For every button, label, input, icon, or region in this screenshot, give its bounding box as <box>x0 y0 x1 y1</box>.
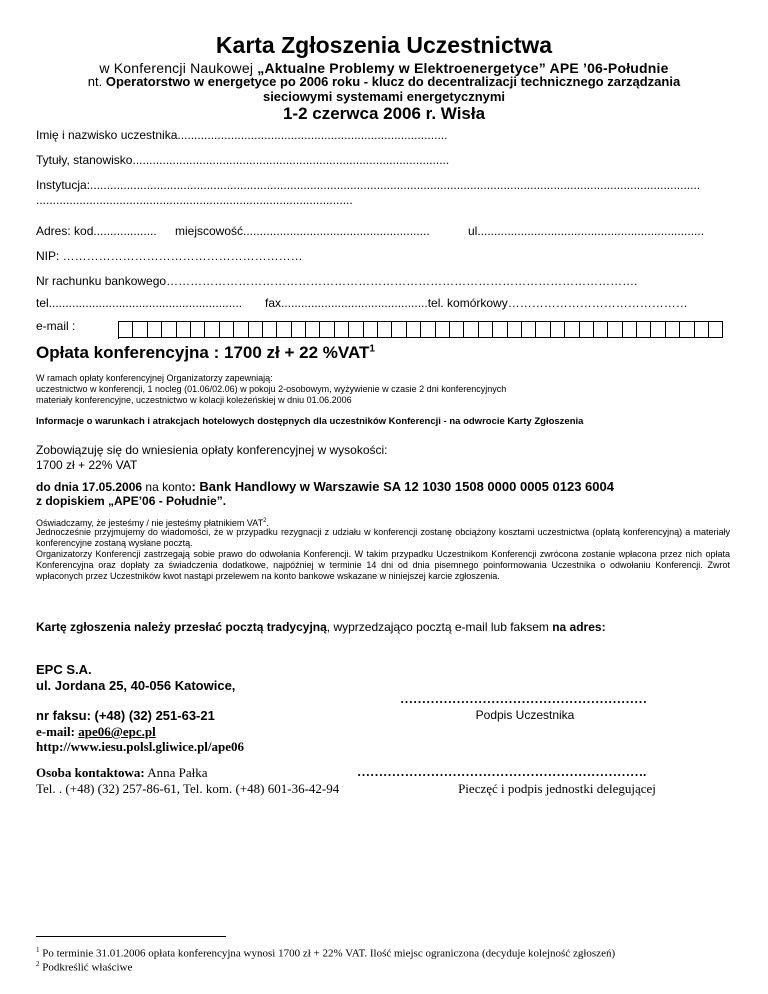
vat-text: Oświadczamy, że jesteśmy / nie jesteśmy płatnikiem VAT <box>36 518 264 528</box>
payment-note: z dopiskiem „APE’06 - Południe”. <box>36 494 227 508</box>
conference-topic <box>0 74 768 104</box>
company-url[interactable]: http://www.iesu.polsl.gliwice.pl/ape06 <box>36 739 245 754</box>
company-email-line <box>36 724 156 739</box>
email-char-cell[interactable] <box>133 321 147 338</box>
payment-deadline: do dnia 17.05.2006 <box>36 480 143 494</box>
email-char-cell[interactable] <box>220 321 234 338</box>
footnote-2-text: Podkreślić właściwe <box>39 961 133 974</box>
topic-prefix: nt. <box>87 74 106 89</box>
footnote-1-number: 1 <box>36 946 40 954</box>
email-char-cell[interactable] <box>148 321 162 338</box>
delegating-signature-line: …………………………………………………………. <box>357 764 647 779</box>
email-char-cell[interactable] <box>177 321 191 338</box>
email-char-cell[interactable] <box>249 321 263 338</box>
vat-footnote-ref: 2 <box>263 518 267 524</box>
address-street-field[interactable]: ul.................................................................... <box>468 224 705 238</box>
email-char-cell[interactable] <box>508 321 522 338</box>
email-char-cell[interactable] <box>536 321 550 338</box>
email-char-cell[interactable] <box>205 321 219 338</box>
form-title: Karta Zgłoszenia Uczestnictwa <box>215 32 553 58</box>
email-char-cell[interactable] <box>119 321 133 338</box>
resignation-paragraph: Jednocześnie przyjmujemy do wiadomości, że w przypadku rezygnacji z udziału w konferencji zostanę obciążony kosztami uczestnictwa (opłatą konferencyjną) a materiały konferencyjne zostaną wysłane pocztą. <box>36 527 730 548</box>
company-name: EPC S.A. <box>36 662 92 677</box>
company-email-label: e-mail: <box>36 724 79 739</box>
send-normal: , wyprzedzająco pocztą e-mail lub faksem <box>326 620 553 634</box>
conference-name: „Aktualne Problemy w Elektroenergetyce” APE ’06-Południe <box>257 60 669 76</box>
email-char-cell[interactable] <box>392 321 406 338</box>
tel-field[interactable]: tel.......................................................... <box>36 296 243 310</box>
participant-signature-label: Podpis Uczestnika <box>475 708 575 722</box>
conference-prefix: w Konferencji Naukowej <box>99 60 258 76</box>
send-instruction <box>36 620 606 634</box>
company-fax: nr faksu: (+48) (32) 251-63-21 <box>36 708 215 723</box>
company-street: ul. Jordana 25, 40-056 Katowice, <box>36 678 236 693</box>
email-label: e-mail : <box>36 319 76 333</box>
fee-covers-line-1: uczestnictwo w konferencji, 1 nocleg (01.06/02.06) w pokoju 2-osobowym, wyżywienie w czasie 2 dni konferencyjnych <box>36 384 507 394</box>
email-input-grid[interactable] <box>118 321 723 339</box>
cancellation-paragraph: Organizatorzy Konferencji zastrzegają sobie prawo do odwołania Konferencji. W takim przypadku Uczestnikom Konferencji zwrócona zostanie wpłacona przez nich opłata Konferencyjna oraz dopłaty za świadczenia dodatkowe, najpóźniej w terminie 14 dni od dnia pisemnego poinformowania Uczestnika o odwołaniu Konferencji. Zwrot wpłaconych przez Uczestników kwot nastąpi przelewem na konto bankowe wskazane w niniejszej karcie zgłoszenia. <box>36 549 730 581</box>
fee-text: Opłata konferencyjna : 1700 zł + 22 %VAT <box>36 343 370 362</box>
email-char-cell[interactable] <box>306 321 320 338</box>
send-bold-1: Kartę zgłoszenia należy przesłać pocztą tradycyjną <box>36 620 327 634</box>
email-char-cell[interactable] <box>493 321 507 338</box>
address-city-field[interactable]: miejscowość........................................................ <box>175 224 430 238</box>
email-char-cell[interactable] <box>522 321 536 338</box>
vat-end: . <box>266 518 269 528</box>
nip-field[interactable]: NIP: …………………………………………………… <box>36 249 303 263</box>
address-code-field[interactable]: Adres: kod................... <box>36 224 157 238</box>
email-char-cell[interactable] <box>565 321 579 338</box>
email-char-cell[interactable] <box>234 321 248 338</box>
hotel-info: Informacje o warunkach i atrakcjach hotelowych dostępnych dla uczestników Konferencji - na odwrocie Karty Zgłoszenia <box>36 416 584 427</box>
email-char-cell[interactable] <box>191 321 205 338</box>
commit-line-1: Zobowiązuję się do wniesienia opłaty konferencyjnej w wysokości: <box>36 443 388 457</box>
email-char-cell[interactable] <box>551 321 565 338</box>
topic-line-2: sieciowymi systemami energetycznymi <box>262 89 506 104</box>
email-char-cell[interactable] <box>637 321 651 338</box>
payment-to-account: na konto <box>142 480 192 494</box>
conference-date: 1-2 czerwca 2006 r. Wisła <box>282 104 486 123</box>
email-char-cell[interactable] <box>349 321 363 338</box>
email-char-cell[interactable] <box>421 321 435 338</box>
email-char-cell[interactable] <box>263 321 277 338</box>
fee-covers-line-2: materiały konferencyjne, uczestnictwo w kolacji koleżeńskiej w dniu 01.06.2006 <box>36 395 352 405</box>
contact-person <box>36 765 208 781</box>
name-field[interactable]: Imię i nazwisko uczestnika................................................................................. <box>36 128 448 142</box>
institution-field[interactable]: Instytucja:....................................................................................................................................................................................... <box>36 178 701 192</box>
email-char-cell[interactable] <box>594 321 608 338</box>
fee-heading <box>36 343 375 363</box>
company-email-link[interactable]: ape06@epc.pl <box>78 724 156 739</box>
email-char-cell[interactable] <box>407 321 421 338</box>
payment-line <box>36 479 614 494</box>
fee-footnote-ref: 1 <box>369 343 375 355</box>
footnote-2-number: 2 <box>36 960 40 968</box>
email-char-cell[interactable] <box>436 321 450 338</box>
email-char-cell[interactable] <box>608 321 622 338</box>
email-char-cell[interactable] <box>623 321 637 338</box>
commit-line-2: 1700 zł + 22% VAT <box>36 458 138 472</box>
email-char-cell[interactable] <box>335 321 349 338</box>
email-char-cell[interactable] <box>277 321 291 338</box>
participant-signature-line: ………………………………………………… <box>400 691 647 706</box>
email-char-cell[interactable] <box>680 321 694 338</box>
delegating-signature-label: Pieczęć i podpis jednostki delegującej <box>458 781 656 796</box>
fee-covers-intro: W ramach opłaty konferencyjnej Organizatorzy zapewniają: <box>36 373 273 383</box>
footnote-2 <box>36 960 132 974</box>
email-char-cell[interactable] <box>292 321 306 338</box>
bank-account: : Bank Handlowy w Warszawie SA 12 1030 1508 0000 0005 0123 6004 <box>191 479 614 494</box>
email-char-cell[interactable] <box>709 321 723 338</box>
contact-label: Osoba kontaktowa: <box>36 765 145 780</box>
email-char-cell[interactable] <box>320 321 334 338</box>
email-char-cell[interactable] <box>162 321 176 338</box>
account-field[interactable]: Nr rachunku bankowego………………………………………………………………………………………………………. <box>36 274 638 288</box>
contact-phone: Tel. . (+48) (32) 257-86-61, Tel. kom. (+48) 601-36-42-94 <box>36 781 340 796</box>
email-char-cell[interactable] <box>450 321 464 338</box>
email-char-cell[interactable] <box>378 321 392 338</box>
footnote-separator <box>36 936 226 937</box>
email-char-cell[interactable] <box>364 321 378 338</box>
contact-name: Anna Pałka <box>144 765 208 780</box>
topic-line-1: Operatorstwo w energetyce po 2006 roku - klucz do decentralizacji technicznego zarządzania <box>105 74 681 89</box>
email-char-cell[interactable] <box>580 321 594 338</box>
fax-mobile-field[interactable]: fax............................................tel. komórkowy……………………………………… <box>265 296 688 310</box>
institution-field-cont[interactable]: ............................................................................................... <box>36 193 353 207</box>
footnote-1 <box>36 946 615 960</box>
email-char-cell[interactable] <box>479 321 493 338</box>
titles-field[interactable]: Tytuły, stanowisko............................................................................................... <box>36 153 450 167</box>
send-bold-2: na adres: <box>552 620 606 634</box>
email-char-cell[interactable] <box>695 321 709 338</box>
email-char-cell[interactable] <box>666 321 680 338</box>
footnote-1-text: Po terminie 31.01.2006 opłata konferencyjna wynosi 1700 zł + 22% VAT. Ilość miejsc ograniczona (decyduje kolejność zgłoszeń) <box>39 947 616 960</box>
email-char-cell[interactable] <box>464 321 478 338</box>
email-char-cell[interactable] <box>651 321 665 338</box>
